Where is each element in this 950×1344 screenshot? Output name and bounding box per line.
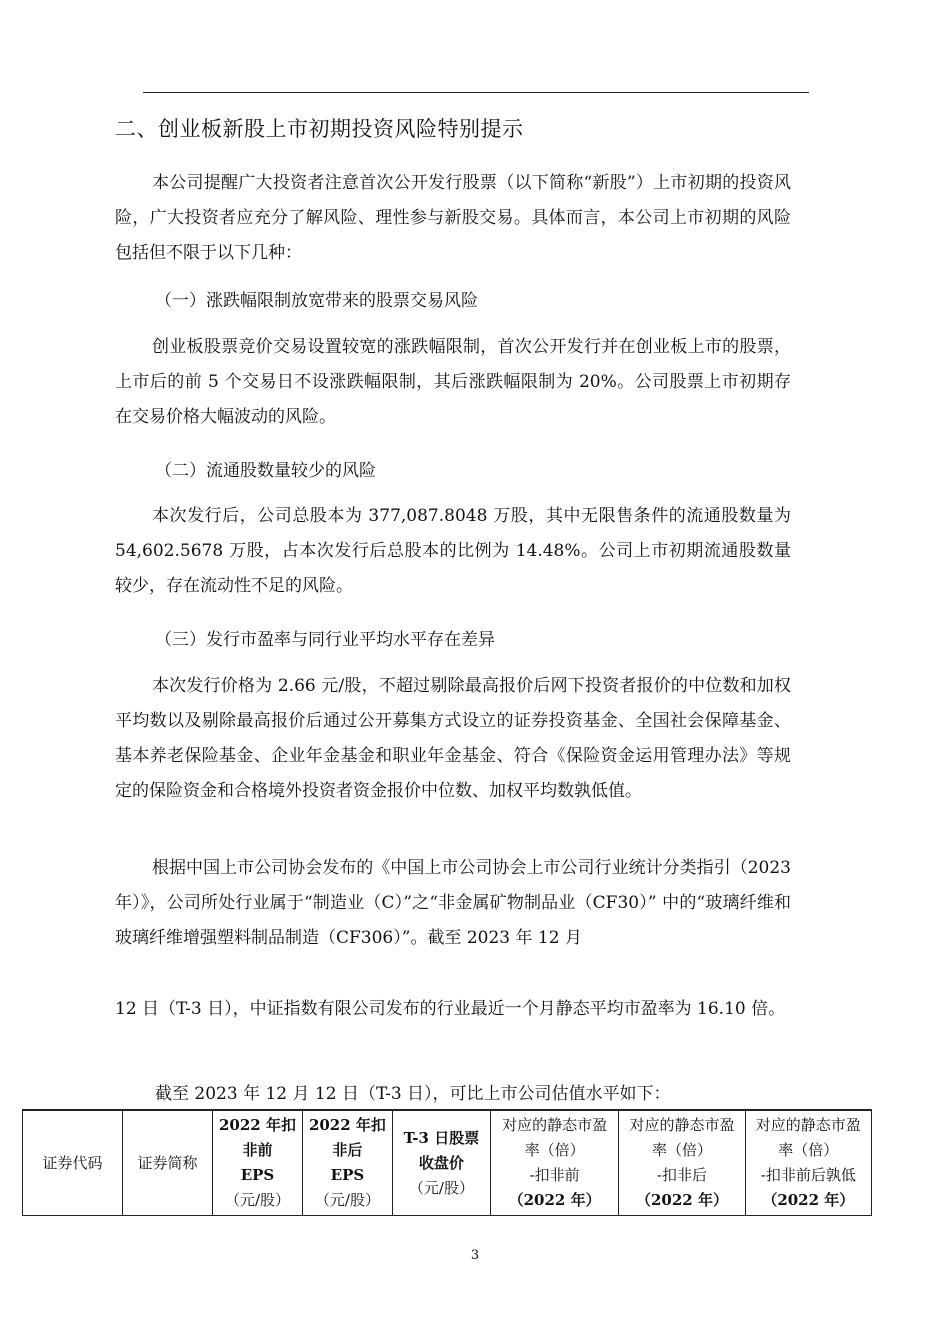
intro-paragraph: 本公司提醒广大投资者注意首次公开发行股票（以下简称“新股”）上市初期的投资风险，广大投资者应充分了解风险、理性参与新股交易。具体而言，本公司上市初期的风险包括但不限于以下几种：: [115, 173, 791, 263]
risk3-paragraph-2a: 根据中国上市公司协会发布的《中国上市公司协会上市公司行业统计分类指引（2023 年）》，公司所处行业属于“制造业（C）”之“非金属矿物制品业（CF30）” 中的“玻璃纤维和玻璃纤维增强塑料制品制造（CF306）”。截至 2023 年 12 月: [115, 858, 791, 948]
comparable-companies-table: [22, 1109, 872, 1216]
header-security-name: 证券简称: [123, 1110, 213, 1216]
header-closing-price: T-3 日股票收盘价 （元/股）: [392, 1110, 490, 1216]
table-header-row: [23, 1110, 872, 1216]
header-pe-lower: 对应的静态市盈率（倍） -扣非前后孰低 （2022 年）: [745, 1110, 871, 1216]
risk2-paragraph: 本次发行后，公司总股本为 377,087.8048 万股，其中无限售条件的流通股数量为 54,602.5678 万股，占本次发行后总股本的比例为 14.48%。公司上市初期流通股数量较少，存在流动性不足的风险。: [115, 506, 791, 596]
table-intro: 截至 2023 年 12 月 12 日（T-3 日），可比上市公司估值水平如下：: [155, 1084, 671, 1104]
header-security-code: 证券代码: [23, 1110, 123, 1216]
header-rule: [143, 92, 809, 93]
page-number: 3: [470, 1248, 480, 1263]
header-eps-before: 2022 年扣非前 EPS （元/股）: [213, 1110, 303, 1216]
header-pe-after: 对应的静态市盈率（倍） -扣非后 （2022 年）: [619, 1110, 745, 1216]
risk3-paragraph-1: 本次发行价格为 2.66 元/股，不超过剔除最高报价后网下投资者报价的中位数和加权平均数以及剔除最高报价后通过公开募集方式设立的证券投资基金、全国社会保障基金、基本养老保险基金、企业年金基金和职业年金基金、符合《保险资金运用管理办法》等规定的保险资金和合格境外投资者资金报价中位数、加权平均数孰低值。: [115, 676, 791, 801]
risk2-title: （二）流通股数量较少的风险: [155, 461, 376, 481]
risk1-title: （一）涨跌幅限制放宽带来的股票交易风险: [155, 291, 478, 311]
section-title: 二、创业板新股上市初期投资风险特别提示: [115, 117, 524, 141]
risk1-paragraph: 创业板股票竞价交易设置较宽的涨跌幅限制，首次公开发行并在创业板上市的股票，上市后的前 5 个交易日不设涨跌幅限制，其后涨跌幅限制为 20%。公司股票上市初期存在交易价格大幅波动的风险。: [115, 337, 791, 427]
header-pe-before: 对应的静态市盈率（倍） -扣非前 （2022 年）: [490, 1110, 618, 1216]
risk3-title: （三）发行市盈率与同行业平均水平存在差异: [155, 630, 495, 650]
risk3-paragraph-2b: 12 日（T-3 日），中证指数有限公司发布的行业最近一个月静态平均市盈率为 16.10 倍。: [115, 999, 786, 1019]
header-eps-after: 2022 年扣非后 EPS （元/股）: [302, 1110, 392, 1216]
